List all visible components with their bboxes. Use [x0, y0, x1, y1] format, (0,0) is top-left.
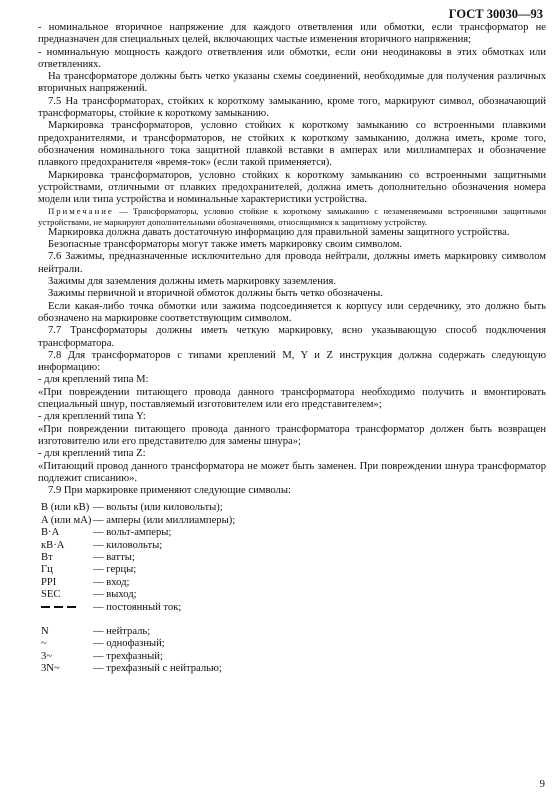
list-spacer — [38, 614, 546, 626]
symbol-description: — вход; — [93, 576, 130, 588]
symbols-list — [38, 502, 546, 675]
symbol-description: — нейтраль; — [93, 625, 151, 637]
paragraph: 7.7 Трансформаторы должны иметь четкую маркировку, ясно указывающую способ подключения трансформатора. — [38, 325, 546, 349]
paragraph: «При повреждении питающего провода данного трансформатора необходимо получить и вмонтировать специальный шнур, поставляемый изготовителем или его представителем»; — [38, 386, 546, 411]
note-text: — Трансформаторы, условно стойкие к короткому замыканию с незаменяемыми встроенными защитными устройствами, не маркируют дополнительными обозначениями, относящимися к защитному устройству. — [38, 206, 546, 227]
symbol-row — [38, 663, 546, 675]
symbol-description: — ватты; — [93, 551, 135, 563]
symbol-description: — трехфазный с нейтралью; — [93, 663, 222, 675]
paragraph: 7.8 Для трансформаторов с типами креплений M, Y и Z инструкция должна содержать следующую информацию: — [38, 349, 546, 374]
direct-current-dash-icon — [67, 606, 76, 608]
paragraph: Безопасные трансформаторы могут также иметь маркировку своим символом. — [48, 239, 403, 251]
symbol-description: — амперы (или миллиамперы); — [93, 514, 236, 526]
page-number: 9 — [539, 778, 545, 790]
symbol-row — [38, 651, 546, 663]
symbol-description: — однофазный; — [93, 638, 165, 650]
symbol-row — [38, 638, 546, 650]
symbol-cell: SEC — [41, 589, 61, 601]
symbol-row — [38, 515, 546, 527]
symbol-cell: кB·A — [41, 539, 65, 551]
symbol-cell: B (или кВ) — [41, 502, 90, 514]
symbol-row — [38, 577, 546, 589]
symbol-description: — киловольты; — [93, 539, 163, 551]
symbol-row — [38, 552, 546, 564]
symbol-cell: N — [41, 625, 49, 637]
paragraph: - для креплений типа Z: — [38, 448, 146, 460]
paragraph: Зажимы для заземления должны иметь маркировку заземления. — [48, 276, 337, 288]
symbol-row — [38, 602, 546, 614]
symbol-cell: 3N~ — [41, 663, 60, 675]
note-paragraph — [38, 206, 546, 226]
paragraph: - номинальную мощность каждого ответвления или обмотки, если они неодинаковы в этих обмотках или ответвлениях. — [38, 46, 546, 70]
paragraph: 7.5 На трансформаторах, стойких к короткому замыканию, кроме того, маркируют символ, обозначающий трансформаторы, стойкие к короткому замыканию. — [38, 95, 546, 120]
symbol-cell: A (или мА) — [41, 514, 92, 526]
symbol-cell: B·A — [41, 527, 60, 539]
symbol-description: — постоянный ток; — [93, 601, 182, 613]
symbol-description: — герцы; — [93, 564, 137, 576]
paragraph: - для креплений типа Y: — [38, 411, 146, 423]
symbol-row — [38, 626, 546, 638]
note-label: Примечание — [48, 206, 114, 217]
symbol-row — [38, 564, 546, 576]
paragraph: Маркировка трансформаторов, условно стойких к короткому замыканию со встроенными плавкими предохранителями, и трансформаторов, не стойких к короткому замыканию, должна иметь, кроме того, обозначения номинального тока защитной плавкой вставки в амперах или миллиамперах и обозначение плавкого предохранителя «время-ток» (если такой применяется). — [38, 120, 546, 169]
paragraph: Зажимы первичной и вторичной обмоток должны быть четко обозначены. — [48, 288, 383, 300]
paragraph: Маркировка должна давать достаточную информацию для правильной замены защитного устройства. — [48, 226, 510, 238]
symbol-cell: ~ — [41, 638, 47, 650]
symbol-row — [38, 502, 546, 514]
symbol-row — [38, 540, 546, 552]
symbol-description: — вольты (или киловольты); — [93, 502, 223, 514]
symbol-cell: Вт — [41, 551, 53, 563]
paragraph: Если какая-либо точка обмотки или зажима подсоединяется к корпусу или сердечнику, это должно быть обозначено на маркировке соответствующим символом. — [38, 300, 546, 324]
symbol-row — [38, 527, 546, 539]
symbol-description: — трехфазный; — [93, 650, 163, 662]
paragraph: «Питающий провод данного трансформатора не может быть заменен. При повреждении шнура трансформатор подлежит списанию». — [38, 460, 546, 484]
paragraph: «При повреждении питающего провода данного трансформатора трансформатор должен быть возвращен изготовителю или его представителю для замены шнура»; — [38, 423, 546, 447]
symbol-cell: 3~ — [41, 650, 53, 662]
document-body — [38, 22, 546, 675]
symbol-row — [38, 589, 546, 601]
symbol-cell — [38, 602, 93, 614]
symbol-description: — вольт-амперы; — [93, 527, 172, 539]
paragraph: - для креплений типа M: — [38, 374, 149, 386]
paragraph: Маркировка трансформаторов, условно стойких к короткому замыканию со встроенными защитными устройствами, отличными от плавких предохранителей, должна иметь дополнительно обозначения номера модели или типа устройства и номинальные характеристики устройства. — [38, 169, 546, 206]
standard-header: ГОСТ 30030—93 — [448, 7, 543, 21]
paragraph: 7.6 Зажимы, предназначенные исключительно для провода нейтрали, должны иметь маркировку символом нейтрали. — [38, 251, 546, 275]
symbol-description: — выход; — [93, 589, 137, 601]
paragraph: 7.9 При маркировке применяют следующие символы: — [48, 485, 291, 497]
paragraph: - номинальное вторичное напряжение для каждого ответвления или обмотки, если трансформатор не предназначен для специальных целей, включающих частые изменения вторичного напряжения; — [38, 22, 546, 46]
direct-current-dash-icon — [41, 606, 50, 608]
direct-current-dash-icon — [54, 606, 63, 608]
paragraph: На трансформаторе должны быть четко указаны схемы соединений, необходимые для получения различных вторичных напряжений. — [38, 71, 546, 95]
symbol-cell: PPI — [41, 576, 57, 588]
symbol-cell: Гц — [41, 564, 53, 576]
